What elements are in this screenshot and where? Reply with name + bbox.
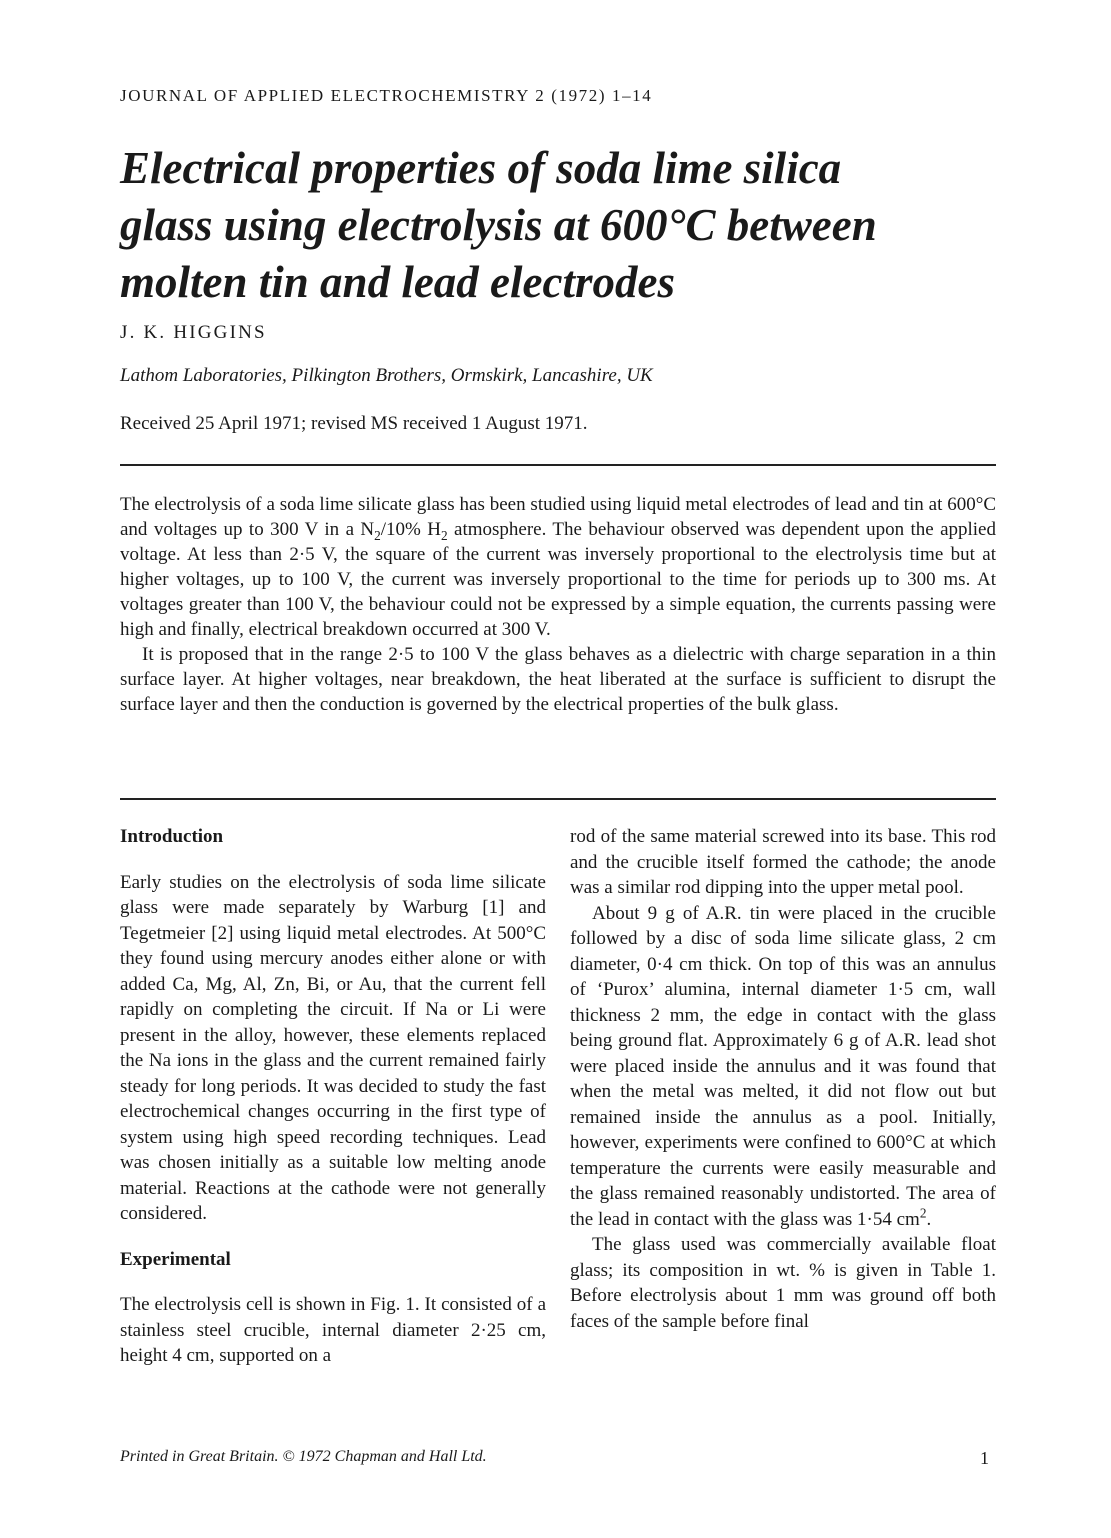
right-paragraph-1: rod of the same material screwed into its base. This rod and the crucible itself formed the cathode; the anode was a similar rod dipping into the upper metal pool.	[570, 826, 996, 898]
title-line-3: molten tin and lead electrodes	[120, 257, 675, 307]
author-name: J. K. HIGGINS	[120, 322, 267, 343]
article-title	[120, 140, 1020, 311]
abstract-paragraph-1: The electrolysis of a soda lime silicate glass has been studied using liquid metal electrodes of lead and tin at 600°C and voltages up to 300 V in a $N_2/10\%$ $H_2$ atmosphere. The behaviour observed was dependent upon the applied voltage. At less than 2·5 V, the square of the current was inversely proportional to the electrolysis time but at higher voltages, up to 100 V, the current was inversely proportional to the time for periods up to 300 ms. At voltages greater than 100 V, the behaviour could not be expressed by a simple equation, the currents passing were high and finally, electrical breakdown occurred at 300 V.	[120, 494, 996, 640]
title-line-2: glass using electrolysis at 600°C between	[120, 200, 877, 250]
abstract-paragraph-2: It is proposed that in the range 2·5 to 100 V the glass behaves as a dielectric with charge separation in a thin surface layer. At higher voltages, near breakdown, the heat liberated at the surface is sufficient to disrupt the surface layer and then the conduction is governed by the electrical properties of the bulk glass.	[120, 644, 996, 715]
right-column	[570, 824, 996, 1334]
left-column	[120, 824, 546, 1369]
abstract-top-rule	[120, 464, 996, 466]
journal-header: JOURNAL OF APPLIED ELECTROCHEMISTRY 2 (1972) 1–14	[120, 86, 653, 105]
title-line-1: Electrical properties of soda lime silica	[120, 143, 842, 193]
experimental-paragraph: The electrolysis cell is shown in Fig. 1. It consisted of a stainless steel crucible, internal diameter 2·25 cm, height 4 cm, supported on a	[120, 1294, 546, 1366]
introduction-paragraph: Early studies on the electrolysis of soda lime silicate glass were made separately by Warburg [1] and Tegetmeier [2] using liquid metal electrodes. At 500°C they found using mercury anodes either alone or with added Ca, Mg, Al, Zn, Bi, or Au, that the current fell rapidly on completing the circuit. If Na or Li were present in the alloy, however, these elements replaced the Na ions in the glass and the current remained fairly steady for long periods. It was decided to study the fast electrochemical changes occurring in the first type of system using high speed recording techniques. Lead was chosen initially as a suitable low melting anode material. Reactions at the cathode were not generally considered.	[120, 871, 546, 1224]
abstract-bottom-rule	[120, 798, 996, 800]
experimental-heading: Experimental	[120, 1248, 231, 1270]
abstract	[120, 492, 996, 717]
page-number: 1	[980, 1448, 989, 1468]
author-affiliation: Lathom Laboratories, Pilkington Brothers, Ormskirk, Lancashire, UK	[120, 365, 653, 386]
received-dates: Received 25 April 1971; revised MS received 1 August 1971.	[120, 413, 588, 434]
right-paragraph-2: About 9 g of A.R. tin were placed in the crucible followed by a disc of soda lime silicate glass, 2 cm diameter, 0·4 cm thick. On top of this was an annulus of ‘Purox’ alumina, internal diameter 1·5 cm, wall thickness 2 mm, the edge in contact with the glass being ground flat. Approximately 6 g of A.R. lead shot were placed inside the annulus and it was found that when the metal was melted, it did not flow out but remained inside the annulus as a pool. Initially, however, experiments were confined to 600°C at which temperature the currents were easily measurable and the glass remained reasonably undistorted. The area of the lead in contact with the glass was 1·54 $cm^2$.	[570, 902, 996, 1230]
introduction-heading: Introduction	[120, 826, 224, 847]
print-footer: Printed in Great Britain. © 1972 Chapman and Hall Ltd.	[120, 1448, 487, 1465]
right-paragraph-3: The glass used was commercially available float glass; its composition in wt. % is given in Table 1. Before electrolysis about 1 mm was ground off both faces of the sample before final	[570, 1234, 996, 1332]
